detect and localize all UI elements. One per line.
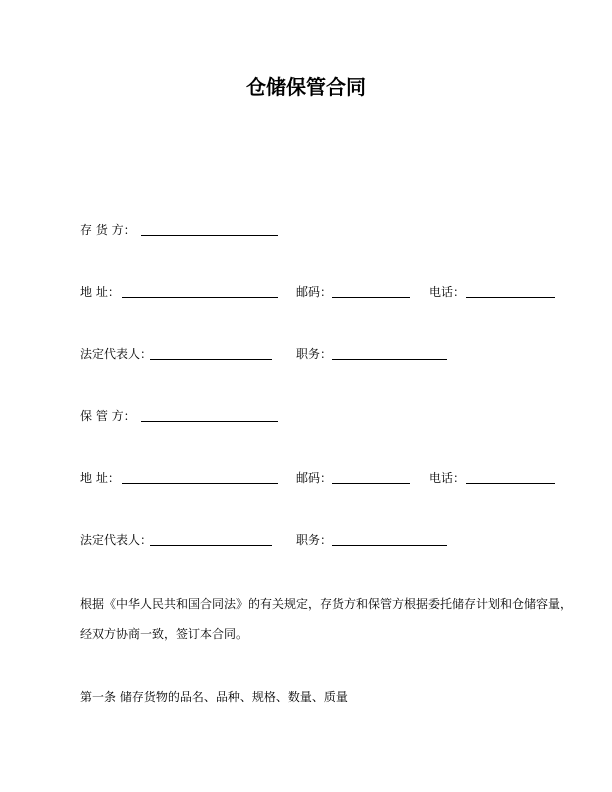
article-1-heading: 第一条 储存货物的品名、品种、规格、数量、质量 [80, 690, 348, 704]
depositor-phone-field[interactable] [466, 297, 555, 298]
depositor-field[interactable] [141, 235, 278, 236]
custodian-phone-field[interactable] [466, 483, 555, 484]
custodian-position-label: 职务： [296, 533, 333, 547]
depositor-rep-field[interactable] [150, 359, 272, 360]
custodian-phone-label: 电话： [429, 471, 466, 485]
depositor-position-field[interactable] [332, 359, 447, 360]
depositor-rep-label: 法定代表人： [80, 347, 153, 361]
custodian-rep-field[interactable] [150, 545, 272, 546]
custodian-postcode-field[interactable] [332, 483, 410, 484]
document-title: 仓储保管合同 [246, 75, 366, 99]
custodian-field[interactable] [141, 421, 278, 422]
intro-paragraph-line1: 根据《中华人民共和国合同法》的有关规定，存货方和保管方根据委托储存计划和仓储容量， [80, 597, 573, 611]
depositor-phone-label: 电话： [429, 285, 466, 299]
custodian-address-label: 地 址： [80, 471, 120, 485]
custodian-address-field[interactable] [122, 483, 278, 484]
custodian-rep-label: 法定代表人： [80, 533, 153, 547]
custodian-position-field[interactable] [332, 545, 447, 546]
depositor-postcode-field[interactable] [332, 297, 410, 298]
depositor-address-field[interactable] [122, 297, 278, 298]
depositor-address-label: 地 址： [80, 285, 120, 299]
custodian-postcode-label: 邮码： [296, 471, 333, 485]
intro-paragraph-line2: 经双方协商一致，签订本合同。 [80, 627, 249, 641]
depositor-position-label: 职务： [296, 347, 333, 361]
custodian-label: 保 管 方： [80, 409, 136, 423]
depositor-label: 存 货 方： [80, 223, 136, 237]
depositor-postcode-label: 邮码： [296, 285, 333, 299]
